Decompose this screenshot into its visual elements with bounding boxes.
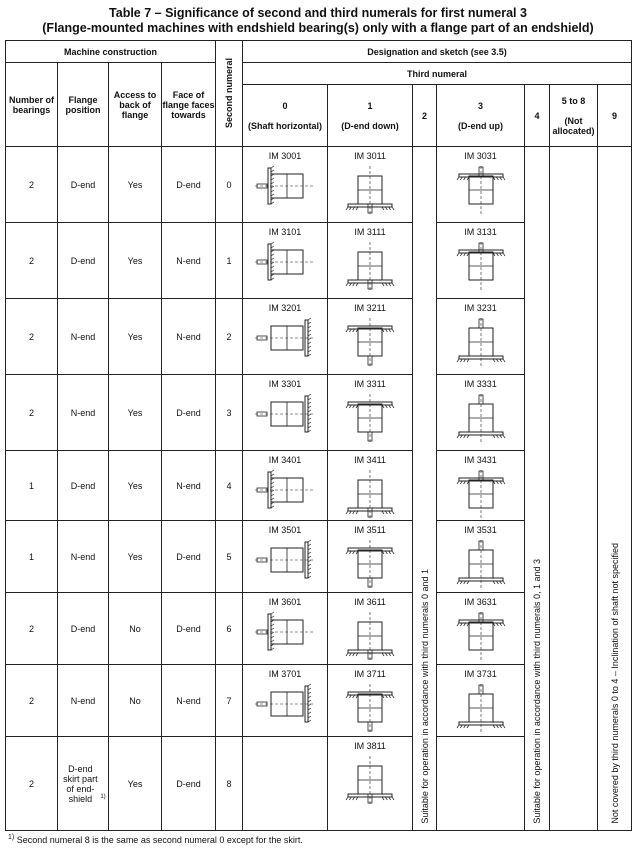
im-code: IM 3011 xyxy=(354,151,386,161)
header-col-5-to-8 xyxy=(550,85,598,147)
machine-sketch xyxy=(336,538,404,590)
second-numeral-cell xyxy=(216,737,243,831)
bearings-cell-text: 2 xyxy=(28,695,34,706)
access-cell-text: Yes xyxy=(127,331,143,342)
designation-cell xyxy=(243,375,328,451)
flange-position-cell-text: D-end xyxy=(70,179,96,190)
second-numeral-cell xyxy=(216,223,243,299)
designation-cell xyxy=(328,521,413,593)
header-machine-construction: Machine construction xyxy=(6,41,216,63)
im-code: IM 3301 xyxy=(268,379,302,389)
col-1-desc: (D-end down) xyxy=(341,120,399,131)
machine-sketch xyxy=(251,240,319,292)
flange-position-cell xyxy=(58,299,109,375)
second-numeral-cell-text: 8 xyxy=(226,778,232,789)
face-cell xyxy=(162,375,216,451)
header-col-9 xyxy=(598,85,632,147)
second-numeral-cell-text: 4 xyxy=(226,480,232,491)
col-0-desc: (Shaft horizontal) xyxy=(248,120,323,131)
bearings-cell-text: 2 xyxy=(28,623,34,634)
designation-cell xyxy=(328,737,413,831)
header-col-4 xyxy=(525,85,550,147)
im-code: IM 3511 xyxy=(354,525,386,535)
bearings-cell-text: 1 xyxy=(28,480,34,491)
col-5-to-8-cell xyxy=(550,147,598,831)
im-code: IM 3731 xyxy=(464,669,497,679)
table-row xyxy=(6,147,632,223)
face-cell xyxy=(162,223,216,299)
second-numeral-cell-text: 2 xyxy=(226,331,232,342)
designation-cell xyxy=(328,665,413,737)
face-cell-text: D-end xyxy=(176,179,201,190)
second-numeral-cell-text: 1 xyxy=(226,255,232,266)
machine-sketch xyxy=(336,682,404,734)
second-numeral-cell xyxy=(216,521,243,593)
face-cell xyxy=(162,593,216,665)
header-third-numeral: Third numeral xyxy=(243,63,632,85)
second-numeral-label: Second numeral xyxy=(224,58,235,129)
machine-sketch xyxy=(251,164,319,216)
second-numeral-cell xyxy=(216,451,243,521)
col-5-to-8-desc: (Not allocated) xyxy=(552,115,595,136)
access-cell-text: Yes xyxy=(127,179,143,190)
second-numeral-cell-text: 7 xyxy=(226,695,232,706)
header-number-of-bearings: Number of bearings xyxy=(6,63,58,147)
bearings-cell-text: 2 xyxy=(28,255,34,266)
col-1-number: 1 xyxy=(367,100,373,111)
face-cell-text: N-end xyxy=(176,480,201,491)
face-cell-text: N-end xyxy=(176,255,201,266)
machine-sketch xyxy=(447,468,515,520)
im-code: IM 3231 xyxy=(464,303,497,313)
flange-position-cell xyxy=(58,223,109,299)
machine-sketch xyxy=(447,316,515,368)
access-cell-text: Yes xyxy=(127,407,143,418)
bearings-cell-text: 2 xyxy=(28,778,34,789)
flange-position-cell-text: D-end xyxy=(70,480,96,491)
bearings-cell xyxy=(6,375,58,451)
machine-sketch xyxy=(251,610,319,662)
face-cell-text: N-end xyxy=(176,331,201,342)
header-flange-position: Flange position xyxy=(58,63,109,147)
face-cell xyxy=(162,299,216,375)
access-cell xyxy=(109,299,162,375)
flange-position-cell-text: D-end xyxy=(70,623,96,634)
second-numeral-cell-text: 6 xyxy=(226,623,232,634)
col-9-note-cell xyxy=(598,147,632,831)
im-code: IM 3331 xyxy=(464,379,497,389)
im-code: IM 3601 xyxy=(268,597,302,607)
access-cell-text: Yes xyxy=(127,551,143,562)
col-9-note: Not covered by third numerals 0 to 4 – Inclination of shaft not specified xyxy=(609,543,620,824)
machine-sketch xyxy=(447,164,515,216)
header-face-of-flange: Face of flange faces towards xyxy=(162,63,216,147)
bearings-cell xyxy=(6,593,58,665)
designation-cell xyxy=(437,521,525,593)
im-code: IM 3611 xyxy=(354,597,386,607)
im-code: IM 3431 xyxy=(464,455,497,465)
flange-position-cell-text: D-end xyxy=(70,255,96,266)
access-cell-text: No xyxy=(129,623,141,634)
im-code: IM 3631 xyxy=(464,597,497,607)
im-code: IM 3811 xyxy=(354,741,386,751)
second-numeral-cell-text: 0 xyxy=(226,179,232,190)
machine-sketch xyxy=(336,468,404,520)
flange-position-cell-text: N-end xyxy=(70,407,96,418)
im-code: IM 3531 xyxy=(464,525,497,535)
im-code: IM 3001 xyxy=(268,151,302,161)
col-5-to-8-number: 5 to 8 xyxy=(561,95,586,106)
im-code: IM 3401 xyxy=(268,455,302,465)
im-code: IM 3101 xyxy=(268,227,302,237)
footnote xyxy=(8,834,303,845)
col-2-note-cell xyxy=(413,147,437,831)
bearings-cell-text: 1 xyxy=(28,551,34,562)
second-numeral-cell-text: 3 xyxy=(226,407,232,418)
access-cell xyxy=(109,737,162,831)
designation-cell xyxy=(328,593,413,665)
header-col-3 xyxy=(437,85,525,147)
flange-footnote-mark: 1) xyxy=(100,793,106,800)
access-cell-text: Yes xyxy=(127,255,143,266)
footnote-mark: 1) xyxy=(8,834,15,841)
col-3-number: 3 xyxy=(478,100,484,111)
access-cell-text: No xyxy=(129,695,141,706)
machine-sketch xyxy=(336,392,404,444)
bearings-cell xyxy=(6,665,58,737)
designation-cell xyxy=(243,223,328,299)
second-numeral-cell xyxy=(216,375,243,451)
machine-sketch xyxy=(251,316,319,368)
designation-cell xyxy=(437,593,525,665)
second-numeral-cell xyxy=(216,299,243,375)
header-col-0 xyxy=(243,85,328,147)
bearings-cell xyxy=(6,147,58,223)
designation-cell xyxy=(243,299,328,375)
machine-sketch xyxy=(336,610,404,662)
designation-cell xyxy=(437,375,525,451)
machine-sketch xyxy=(447,682,515,734)
machine-sketch xyxy=(447,610,515,662)
machine-sketch xyxy=(447,538,515,590)
flange-position-cell xyxy=(58,451,109,521)
flange-position-cell xyxy=(58,593,109,665)
access-cell xyxy=(109,375,162,451)
im-code: IM 3131 xyxy=(464,227,497,237)
header-col-2 xyxy=(413,85,437,147)
im-code: IM 3701 xyxy=(268,669,302,679)
access-cell xyxy=(109,451,162,521)
designation-cell xyxy=(243,451,328,521)
bearings-cell-text: 2 xyxy=(28,331,34,342)
col-4-note: Suitable for operation in accordance with third numerals 0, 1 and 3 xyxy=(532,559,543,824)
designation-cell xyxy=(437,737,525,831)
bearings-cell xyxy=(6,737,58,831)
im-code: IM 3311 xyxy=(354,379,386,389)
access-cell xyxy=(109,521,162,593)
im-code: IM 3411 xyxy=(354,455,386,465)
flange-position-cell-text: N-end xyxy=(70,331,96,342)
designation-cell xyxy=(328,299,413,375)
machine-sketch xyxy=(336,754,404,806)
flange-position-cell xyxy=(58,737,109,831)
face-cell-text: D-end xyxy=(176,407,201,418)
im-code: IM 3031 xyxy=(464,151,497,161)
designation-cell xyxy=(437,299,525,375)
header-designation: Designation and sketch (see 3.5) xyxy=(243,41,632,63)
face-cell xyxy=(162,737,216,831)
flange-position-cell xyxy=(58,147,109,223)
face-cell xyxy=(162,665,216,737)
designation-cell xyxy=(243,593,328,665)
face-cell-text: D-end xyxy=(176,778,201,789)
bearings-cell xyxy=(6,451,58,521)
designation-cell xyxy=(243,737,328,831)
designation-cell xyxy=(243,147,328,223)
table-title xyxy=(0,6,636,36)
face-cell xyxy=(162,451,216,521)
bearings-cell xyxy=(6,223,58,299)
designation-cell xyxy=(328,451,413,521)
col-2-note: Suitable for operation in accordance with third numerals 0 and 1 xyxy=(419,569,430,824)
im-code: IM 3501 xyxy=(268,525,302,535)
designation-cell xyxy=(328,223,413,299)
access-cell xyxy=(109,147,162,223)
header-access-to-back: Access to back of flange xyxy=(109,63,162,147)
title-line-1: Table 7 – Significance of second and third numerals for first numeral 3 xyxy=(109,6,527,20)
designation-cell xyxy=(437,147,525,223)
im-code: IM 3111 xyxy=(354,227,386,237)
bearings-cell xyxy=(6,521,58,593)
footnote-text: Second numeral 8 is the same as second numeral 0 except for the skirt. xyxy=(16,835,303,845)
designation-cell xyxy=(243,521,328,593)
designation-cell xyxy=(437,665,525,737)
face-cell xyxy=(162,147,216,223)
machine-sketch xyxy=(336,240,404,292)
designation-cell xyxy=(437,223,525,299)
title-line-2: (Flange-mounted machines with endshield bearing(s) only with a flange part of an endshield) xyxy=(42,21,594,35)
second-numeral-cell xyxy=(216,665,243,737)
designation-cell xyxy=(437,451,525,521)
machine-sketch xyxy=(336,164,404,216)
machine-sketch xyxy=(447,240,515,292)
machine-sketch xyxy=(251,392,319,444)
flange-position-cell-text: N-end xyxy=(70,695,96,706)
machine-sketch xyxy=(336,316,404,368)
im-code: IM 3711 xyxy=(354,669,386,679)
designation-cell xyxy=(243,665,328,737)
bearings-cell-text: 2 xyxy=(28,407,34,418)
face-cell-text: D-end xyxy=(176,623,201,634)
access-cell xyxy=(109,223,162,299)
im-code: IM 3201 xyxy=(268,303,302,313)
im-code: IM 3211 xyxy=(354,303,386,313)
second-numeral-cell xyxy=(216,593,243,665)
face-cell xyxy=(162,521,216,593)
flange-position-cell-text: N-end xyxy=(70,551,96,562)
designation-table xyxy=(5,40,632,831)
header-col-1 xyxy=(328,85,413,147)
col-9-number: 9 xyxy=(612,110,618,121)
designation-cell xyxy=(328,147,413,223)
col-4-note-cell xyxy=(525,147,550,831)
access-cell xyxy=(109,665,162,737)
col-3-desc: (D-end up) xyxy=(458,120,504,131)
machine-sketch xyxy=(251,468,319,520)
col-4-number: 4 xyxy=(534,110,540,121)
bearings-cell-text: 2 xyxy=(28,179,34,190)
bearings-cell xyxy=(6,299,58,375)
designation-cell xyxy=(328,375,413,451)
flange-position-cell-text: D-end skirt part of end-shield xyxy=(63,763,98,804)
machine-sketch xyxy=(251,682,319,734)
flange-position-cell xyxy=(58,375,109,451)
machine-sketch xyxy=(447,392,515,444)
face-cell-text: N-end xyxy=(176,695,201,706)
access-cell-text: Yes xyxy=(127,480,143,491)
flange-position-cell xyxy=(58,521,109,593)
header-second-numeral xyxy=(216,41,243,147)
second-numeral-cell-text: 5 xyxy=(226,551,232,562)
machine-sketch xyxy=(251,538,319,590)
face-cell-text: D-end xyxy=(176,551,201,562)
col-0-number: 0 xyxy=(282,100,288,111)
col-2-number: 2 xyxy=(422,110,428,121)
access-cell xyxy=(109,593,162,665)
second-numeral-cell xyxy=(216,147,243,223)
flange-position-cell xyxy=(58,665,109,737)
access-cell-text: Yes xyxy=(127,778,143,789)
